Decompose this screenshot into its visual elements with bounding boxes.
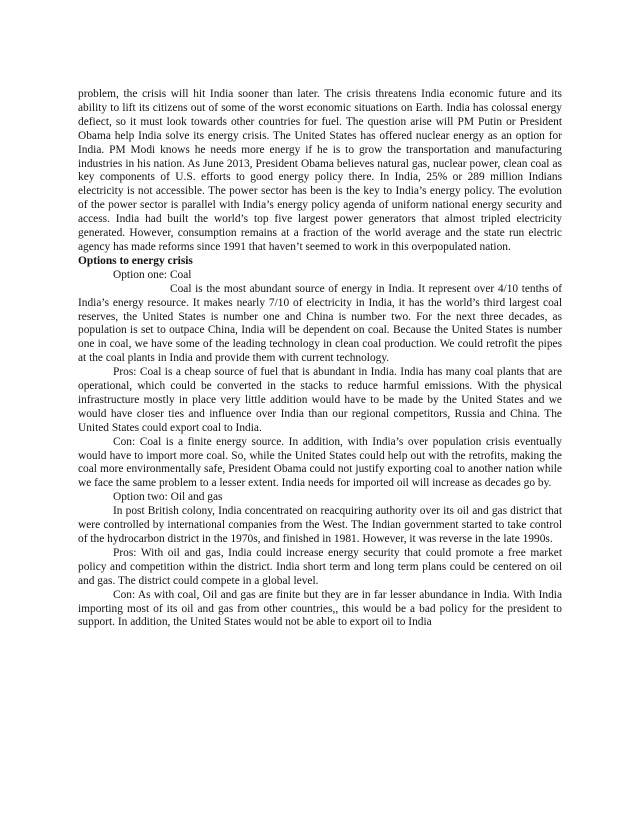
document-page <box>78 88 562 630</box>
option-one-pros: Pros: Coal is a cheap source of fuel that is abundant in India. India has many coal plants that are operational, which could be converted in the stacks to reduce harmful emissions. With the physical infrastructure mostly in place very little addition would have to be made by the United States and we would have closer ties and influence over India than our regional competitors, Russia and China. The United States could export coal to India. <box>78 366 562 434</box>
option-two-con: Con: As with coal, Oil and gas are finite but they are in far lesser abundance in India. With India importing most of its oil and gas from other countries,, this would be a bad policy for the president to support. In addition, the United States would not be able to export oil to India <box>78 588 562 629</box>
option-two-title: Option two: Oil and gas <box>113 491 223 504</box>
option-one-body: Coal is the most abundant source of energy in India. It represent over 4/10 tenths of India’s energy resource. It makes nearly 7/10 of electricity in India, it has the world’s third largest coal reserves, the United States is number one and China is number two. For the next three decades, as population is set to outpace China, India will be dependent on coal. Because the United States is number one in coal, we have some of the leading technology in clean coal production. We could retrofit the pipes at the coal plants in India and provide them with current technology. <box>78 282 562 365</box>
option-two-pros: Pros: With oil and gas, India could increase energy security that could promote a free market policy and competition within the district. India short term and long term plans could be centered on oil and gas. The district could compete in a global level. <box>78 546 562 587</box>
section-heading: Options to energy crisis <box>78 254 193 267</box>
option-two-body: In post British colony, India concentrated on reacquiring authority over its oil and gas district that were controlled by international companies from the West. The Indian government started to take control of the hydrocarbon district in the 1970s, and finished in 1981. However, it was reverse in the late 1990s. <box>78 505 562 545</box>
option-one-title: Option one: Coal <box>113 268 192 281</box>
intro-paragraph: problem, the crisis will hit India sooner than later. The crisis threatens India economic future and its ability to lift its citizens out of some of the worst economic situations on Earth. India has colossal energy defiect, so it must look towards other countries for fuel. The question arise will PM Putin or President Obama help India solve its energy crisis. The United States has offered nuclear energy as an option for India. PM Modi knows he needs more energy if he is to grow the transportation and manufacturing industries in his nation. As June 2013, President Obama believes natural gas, nuclear power, clean coal as key components of U.S. efforts to good energy policy there. In India, 25% or 289 million Indians electricity is not accessible. The power sector has been is the key to India’s energy policy. The evolution of the power sector is parallel with India’s energy policy agenda of uniform national energy security and access. India had built the world’s top five largest power generators that almost tripled electricity generated. However, consumption remains at a fraction of the world average and the state run electric agency has made reforms since 1991 that haven’t seemed to work in this overpopulated nation. <box>78 88 562 253</box>
option-one-con: Con: Coal is a finite energy source. In addition, with India’s over population crisis eventually would have to import more coal. So, while the United States could help out with the retrofits, making the coal more environmentally safe, President Obama could not justify exporting coal to another nation while we face the same problem to a lesser extent. India needs for imported oil will increase as decades go by. <box>78 435 562 490</box>
